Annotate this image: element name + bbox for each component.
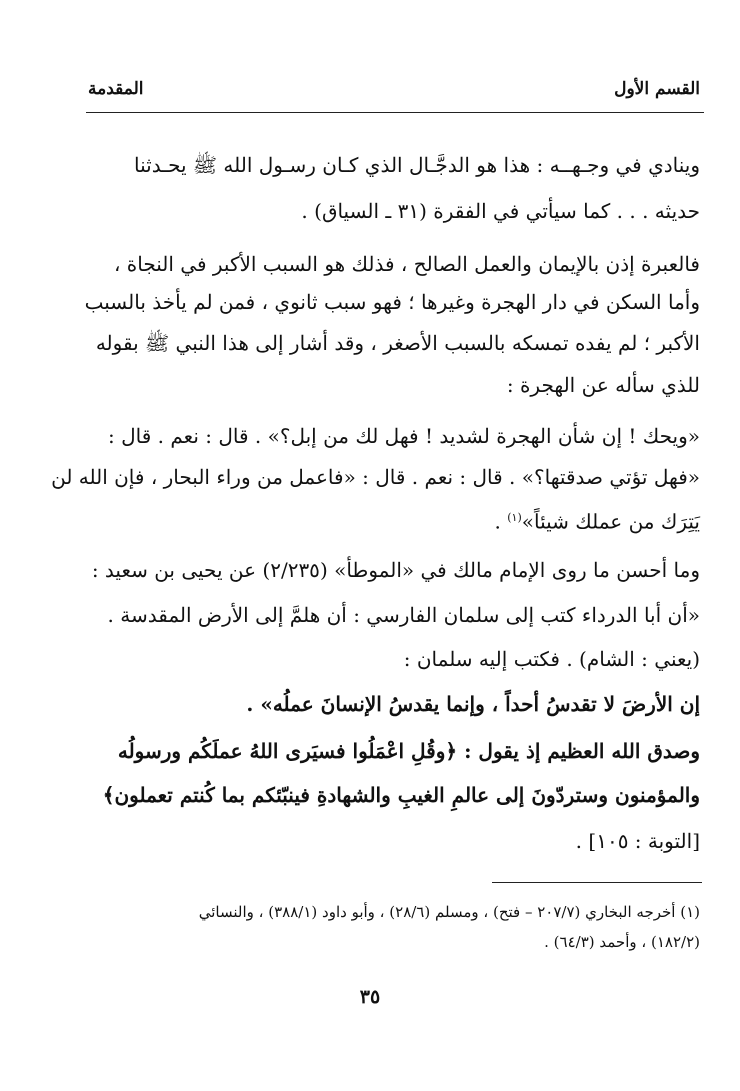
text-line: (يعني : الشام) . فكتب إليه سلمان : (403, 647, 700, 671)
text-line: الأكبر ؛ لم يفده تمسكه بالسبب الأصغر ، وقد أشار إلى هذا النبي ﷺ بقوله (95, 331, 700, 355)
text-line: وما أحسن ما روى الإمام مالك في «الموطأ» (٢/٢٣٥) عن يحيى بن سعيد : (91, 558, 700, 582)
text-line-with-footnote (88, 503, 700, 537)
footnote-line: (١) أخرجه البخاري (٢٠٧/٧ – فتح) ، ومسلم (٢٨/٦) ، وأبو داود (٣٨٨/١) ، والنسائي (198, 903, 700, 921)
verse-reference: [التوبة : ١٠٥] . (575, 829, 700, 853)
text-fragment: . (494, 509, 508, 534)
running-head (88, 74, 700, 104)
header-rule (86, 112, 704, 113)
quran-verse-line: وصدق الله العظيم إذ يقول : ﴿وقُلِ اعْمَلُوا فسيَرى اللهُ عملَكُم ورسولُه (117, 739, 700, 763)
text-line: للذي سأله عن الهجرة : (506, 373, 700, 397)
footnote-marker: (١) (507, 511, 522, 524)
chapter-title: المقدمة (88, 79, 144, 99)
footnote-line: (١٨٢/٢) ، وأحمد (٦٤/٣) . (544, 933, 700, 951)
text-line: «أن أبا الدرداء كتب إلى سلمان الفارسي : أن هلمَّ إلى الأرض المقدسة . (107, 603, 700, 627)
footnote-rule (492, 882, 702, 883)
text-line-bold: إن الأرضَ لا تقدسُ أحداً ، وإنما يقدسُ الإنسانَ عملُه» . (246, 692, 700, 716)
text-line: حديثه . . . كما سيأتي في الفقرة (٣١ ـ السياق) . (301, 199, 700, 223)
section-title: القسم الأول (614, 79, 700, 99)
text-line: وينادي في وجـهــه : هذا هو الدجَّـال الذي كـان رسـول الله ﷺ يحـدثنا (134, 153, 700, 177)
text-line: «فهل تؤتي صدقتها؟» . قال : نعم . قال : «فاعمل من وراء البحار ، فإن الله لن (51, 465, 700, 489)
text-fragment: يَتِرَك من عملك شيئاً» (521, 509, 700, 534)
page-number: ٣٥ (359, 986, 381, 1008)
text-line: فالعبرة إذن بالإيمان والعمل الصالح ، فذلك هو السبب الأكبر في النجاة ، (113, 252, 700, 276)
text-line: «ويحك ! إن شأن الهجرة لشديد ! فهل لك من إبل؟» . قال : نعم . قال : (108, 424, 700, 448)
quran-verse-line: والمؤمنون وستردّونَ إلى عالمِ الغيبِ والشهادةِ فينبّئكم بما كُنتم تعملون﴾ (102, 783, 700, 807)
text-line: وأما السكن في دار الهجرة وغيرها ؛ فهو سبب ثانوي ، فمن لم يأخذ بالسبب (84, 290, 700, 314)
